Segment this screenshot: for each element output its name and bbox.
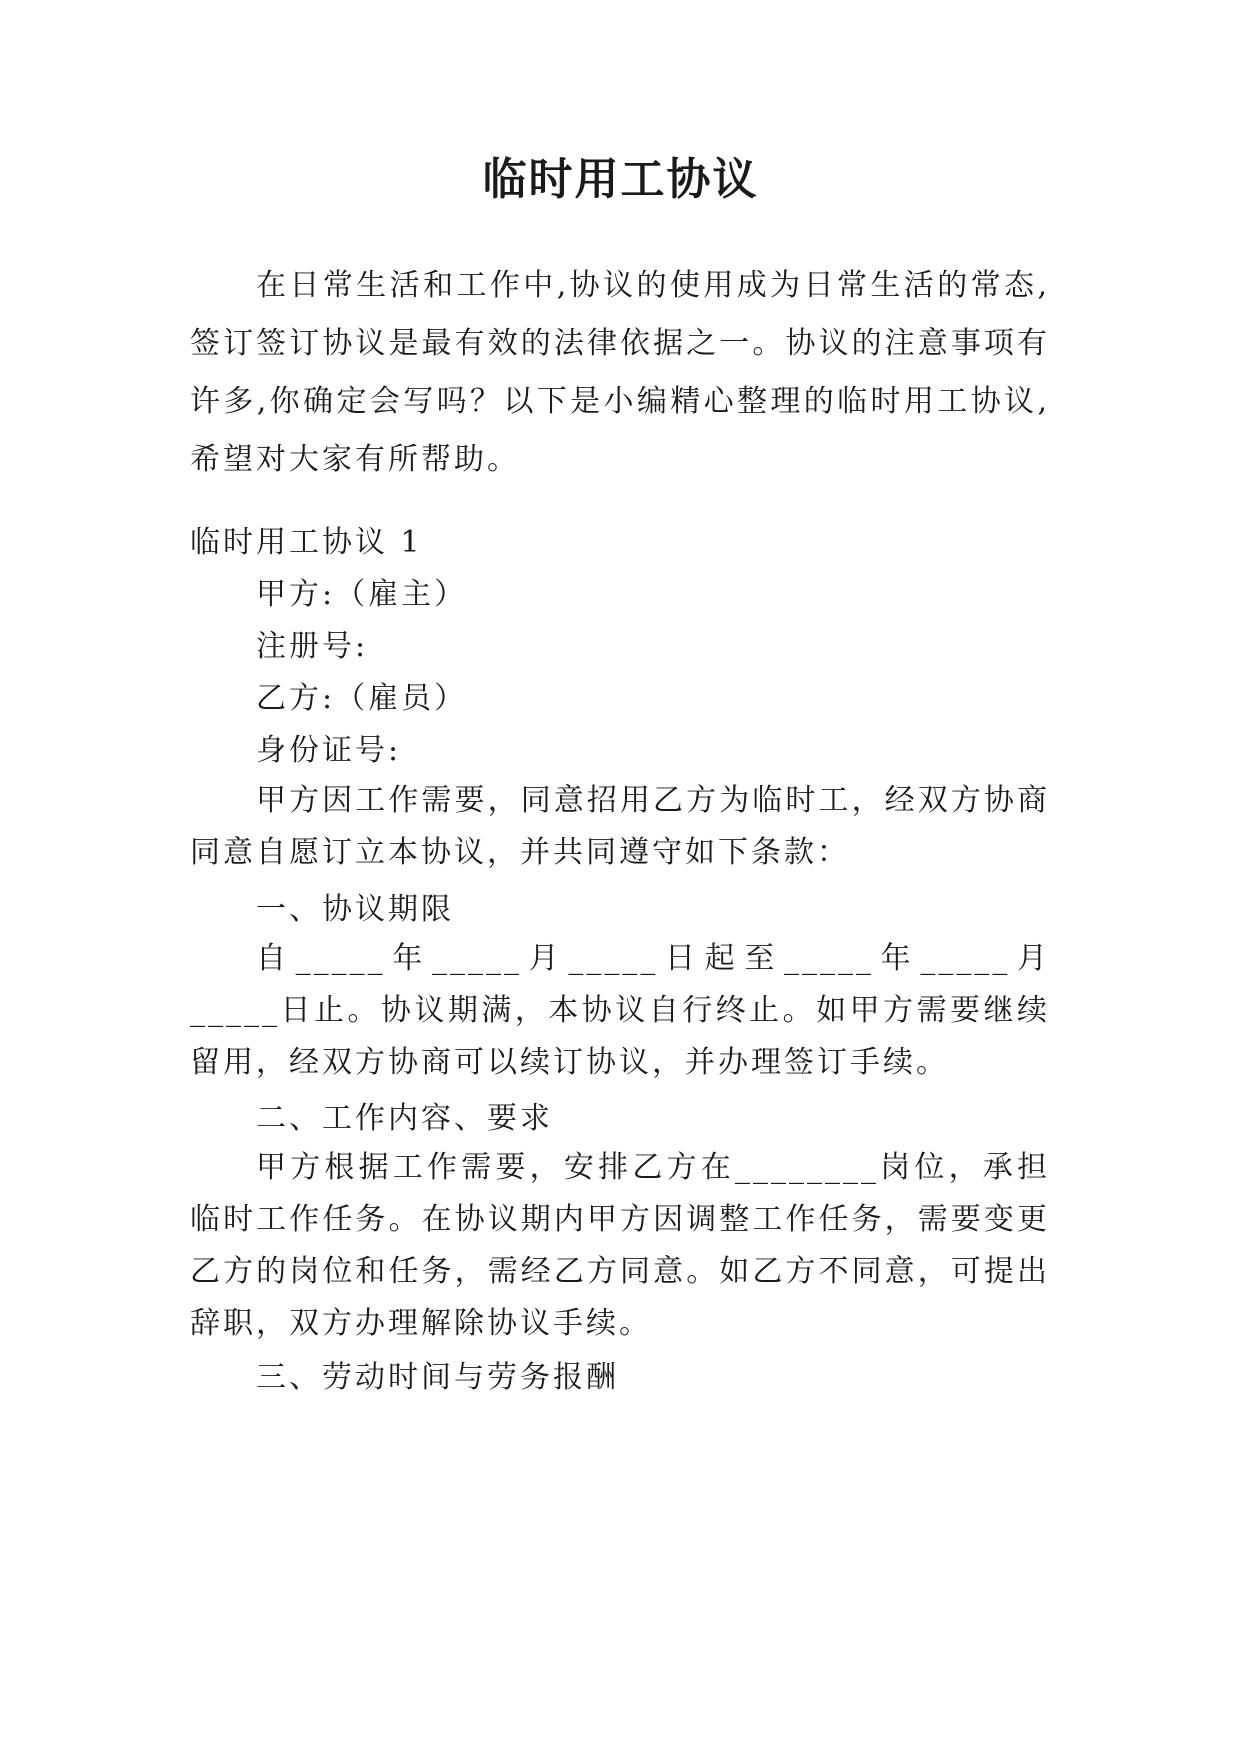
registration-number-line: 注册号: xyxy=(256,629,369,664)
intro-paragraph: 在日常生活和工作中,协议的使用成为日常生活的常态,签订签订协议是最有效的法律依据之一。协议的注意事项有许多,你确定会写吗？以下是小编精心整理的临时用工协议,希望对大家有所帮助。 xyxy=(190,268,1050,477)
section-heading: 临时用工协议 1 xyxy=(190,525,423,560)
clause-3-heading: 三、劳动时间与劳务报酬 xyxy=(256,1360,619,1395)
clause-1-body: 自_____年_____月_____日起至_____年_____月_____日止。协议期满，本协议自行终止。如甲方需要继续留用，经双方协商可以续订协议，并办理签订手续。 xyxy=(190,941,1050,1080)
clause-1-heading: 一、协议期限 xyxy=(256,892,454,927)
preamble-paragraph: 甲方因工作需要，同意招用乙方为临时工，经双方协商同意自愿订立本协议，并共同遵守如下条款： xyxy=(190,783,1050,870)
id-number-line: 身份证号: xyxy=(256,733,402,768)
party-b-line: 乙方:（雇员） xyxy=(256,681,468,716)
clause-2-heading: 二、工作内容、要求 xyxy=(256,1101,553,1136)
document-title: 临时用工协议 xyxy=(482,154,759,205)
clause-2-body: 甲方根据工作需要，安排乙方在________岗位，承担临时工作任务。在协议期内甲方因调整工作任务，需要变更乙方的岗位和任务，需经乙方同意。如乙方不同意，可提出辞职，双方办理解除协议手续。 xyxy=(190,1150,1050,1341)
party-a-line: 甲方:（雇主） xyxy=(256,577,468,612)
